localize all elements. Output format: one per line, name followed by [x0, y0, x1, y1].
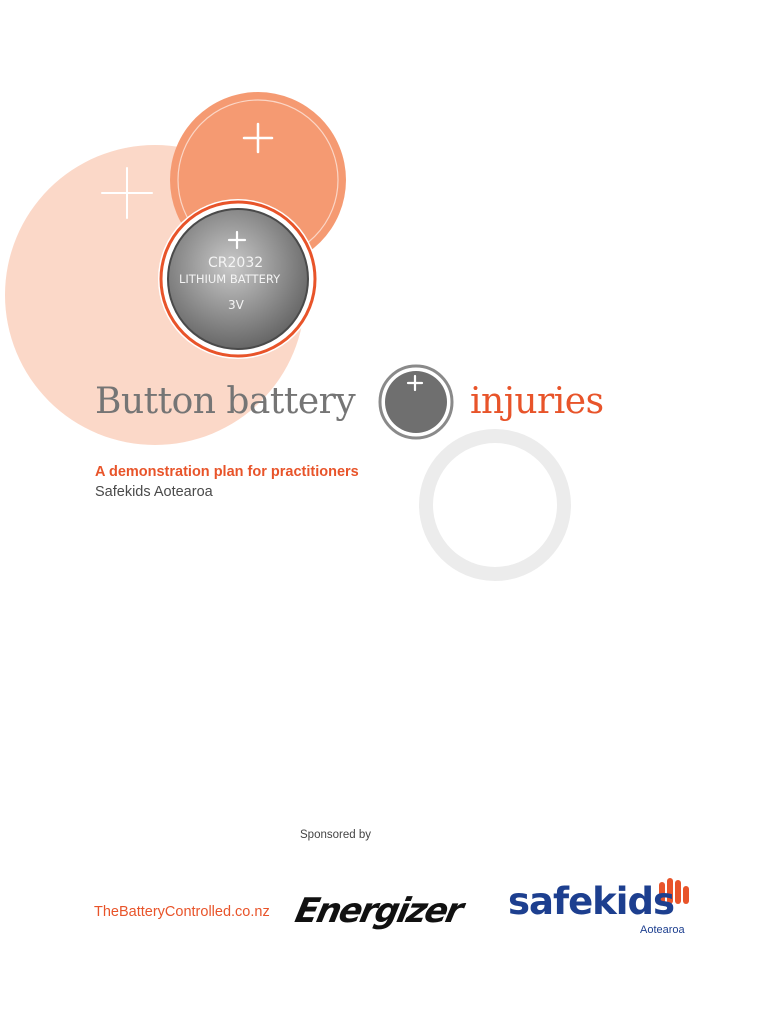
subtitle: A demonstration plan for practitioners [95, 464, 359, 480]
title-part-1: Button battery [95, 381, 356, 422]
energizer-logo-text: Energizer [291, 891, 466, 931]
battery-model-label: CR2032 [208, 255, 264, 271]
safekids-logo [508, 878, 708, 942]
title-part-2: injuries [470, 381, 604, 422]
energizer-logo [291, 884, 472, 938]
decorative-circle-grey [419, 429, 571, 581]
battery-type-label: LITHIUM BATTERY [179, 272, 281, 286]
safekids-logo-subtext: Aotearoa [640, 924, 685, 936]
safekids-logo-text: safekids [508, 880, 674, 923]
battery-controlled-logo: TheBatteryControlled.co.nz [94, 904, 270, 920]
organisation-name: Safekids Aotearoa [95, 484, 213, 500]
battery-icon [380, 366, 452, 438]
battery-voltage-label: 3V [228, 298, 244, 312]
sponsored-by-label: Sponsored by [300, 829, 371, 841]
